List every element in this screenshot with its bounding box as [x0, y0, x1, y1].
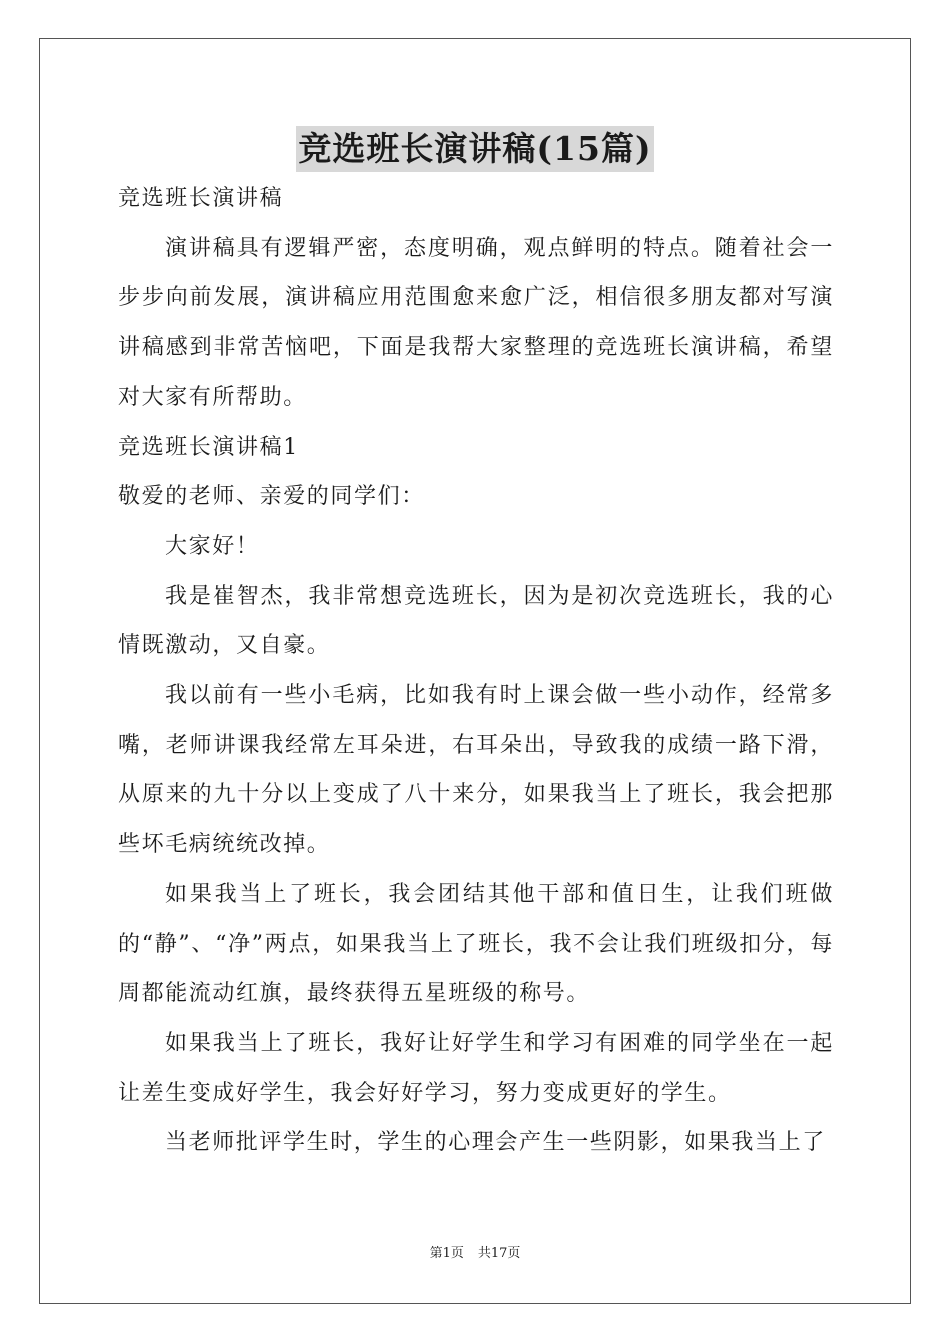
paragraph: 当老师批评学生时，学生的心理会产生一些阴影，如果我当上了	[165, 1130, 826, 1156]
paragraph: 我以前有一些小毛病，比如我有时上课会做一些小动作，经常多嘴，老师讲课我经常左耳朵进，右耳朵出，导致我的成绩一路下滑，从原来的九十分以上变成了八十来分，如果我当上了班长，我会把那些坏毛病统统改掉。	[118, 683, 834, 858]
paragraph: 如果我当上了班长，我会团结其他干部和值日生，让我们班做的“静”、“净”两点，如果我当上了班长，我不会让我们班级扣分，每周都能流动红旗，最终获得五星班级的称号。	[118, 881, 834, 1007]
salutation: 敬爱的老师、亲爱的同学们：	[118, 484, 425, 510]
paragraph: 我是崔智杰，我非常想竞选班长，因为是初次竞选班长，我的心情既激动，又自豪。	[118, 583, 834, 659]
page-number: 第1页	[429, 1246, 464, 1261]
greeting: 大家好！	[165, 533, 260, 559]
page-total: 共17页	[477, 1246, 521, 1261]
paragraph: 竞选班长演讲稿	[118, 186, 284, 211]
page-footer	[0, 1244, 950, 1264]
title-container	[0, 126, 950, 172]
paragraph: 如果我当上了班长，我好让好学生和学习有困难的同学坐在一起让差生变成好学生，我会好好学习，努力变成更好的学生。	[118, 1030, 834, 1106]
document-title: 竞选班长演讲稿(15篇)	[296, 126, 653, 172]
document-body	[118, 174, 834, 1168]
section-heading: 竞选班长演讲稿1	[118, 434, 299, 460]
paragraph: 演讲稿具有逻辑严密，态度明确，观点鲜明的特点。随着社会一步步向前发展，演讲稿应用范围愈来愈广泛，相信很多朋友都对写演讲稿感到非常苦恼吧，下面是我帮大家整理的竞选班长演讲稿，希望对大家有所帮助。	[118, 235, 834, 410]
